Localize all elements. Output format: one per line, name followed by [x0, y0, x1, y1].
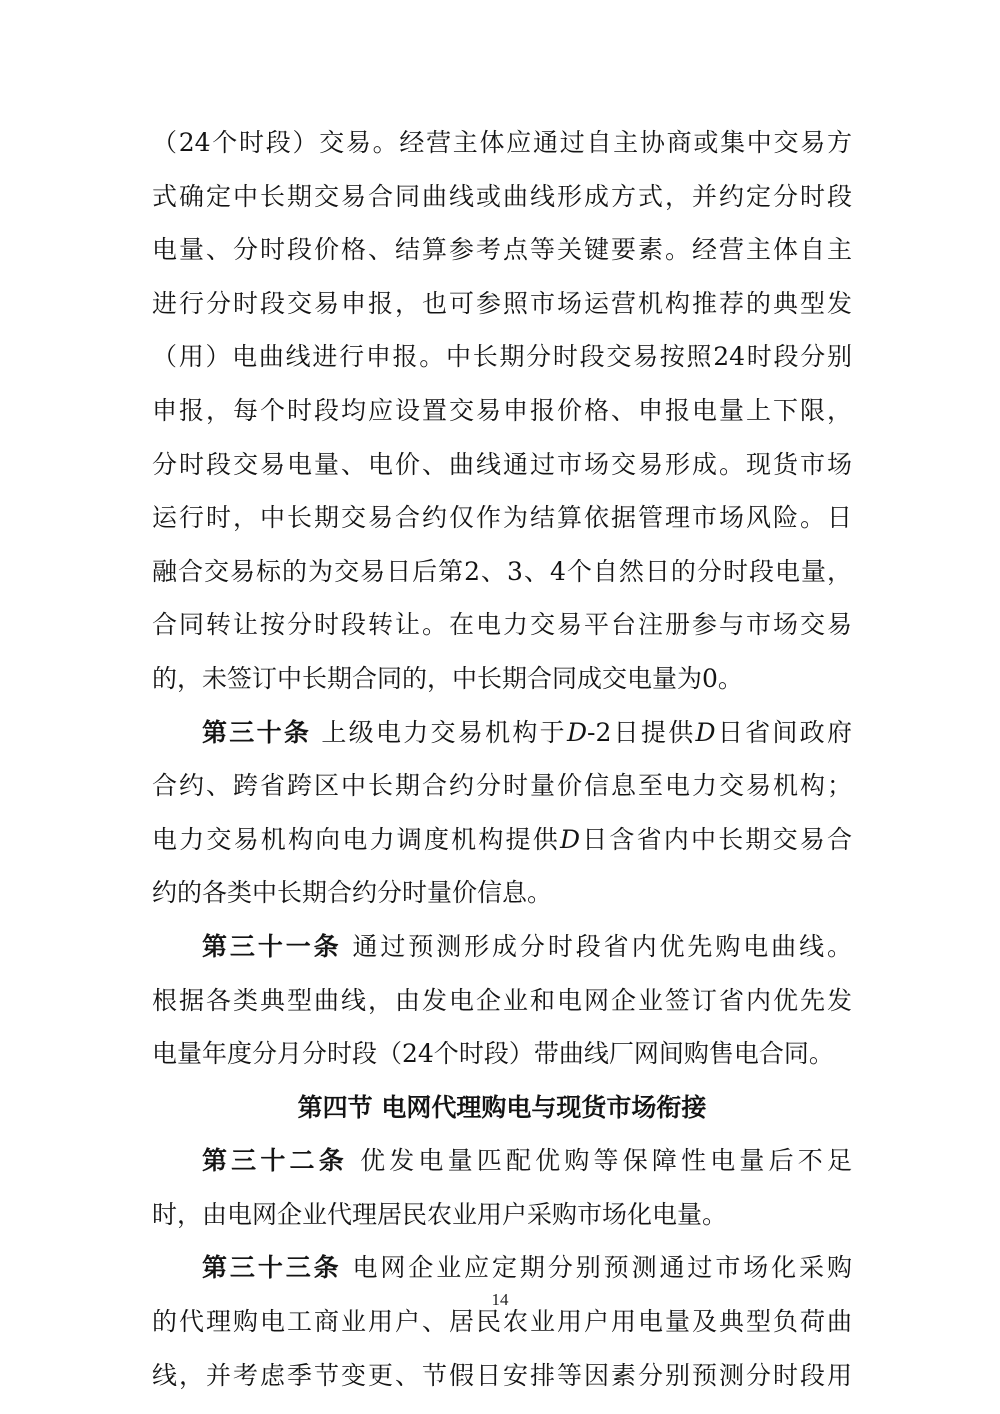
article-30-line-4: 约的各类中长期合约分时量价信息。: [152, 878, 553, 908]
article-text: 优发电量匹配优购等保障性电量后不足: [360, 1146, 852, 1176]
article-33-line-1: [152, 1241, 852, 1295]
article-30-line-3: [152, 813, 852, 867]
article-number: 第三十三条: [202, 1253, 342, 1283]
article-33-line-3: 线，并考虑季节变更、节假日安排等因素分别预测分时段用: [152, 1360, 852, 1390]
article-text: -2日提供: [587, 717, 696, 747]
article-text: 电网企业应定期分别预测通过市场化采购: [352, 1253, 852, 1283]
article-text: D: [695, 717, 716, 747]
article-30-line-2: 合约、跨省跨区中长期合约分时量价信息至电力交易机构；: [152, 771, 852, 801]
paragraph-line: 进行分时段交易申报，也可参照市场运营机构推荐的典型发: [152, 288, 852, 318]
paragraph-line: 融合交易标的为交易日后第2、3、4个自然日的分时段电量，: [152, 556, 852, 586]
paragraph-line: 运行时，中长期交易合约仅作为结算依据管理市场风险。日: [152, 503, 852, 533]
paragraph-line: （24个时段）交易。经营主体应通过自主协商或集中交易方: [152, 128, 852, 157]
page-number: 14: [491, 1290, 509, 1309]
article-text: 电力交易机构向电力调度机构提供: [152, 824, 560, 854]
paragraph-line: 电量、分时段价格、结算参考点等关键要素。经营主体自主: [152, 235, 852, 265]
article-text: 日含省内中长期交易合: [580, 824, 852, 854]
paragraph-line: 申报，每个时段均应设置交易申报价格、申报电量上下限，: [152, 395, 852, 425]
article-32-line-2: 时，由电网企业代理居民农业用户采购市场化电量。: [152, 1199, 728, 1229]
paragraph-line: 合同转让按分时段转让。在电力交易平台注册参与市场交易: [152, 610, 852, 640]
section-heading: 第四节 电网代理购电与现货市场衔接: [297, 1092, 707, 1122]
article-31-line-3: 电量年度分月分时段（24个时段）带曲线厂网间购售电合同。: [152, 1039, 834, 1069]
article-number: 第三十二条: [202, 1146, 348, 1176]
article-number: 第三十一条: [202, 931, 342, 961]
article-30-line-1: [152, 706, 852, 760]
article-text: 通过预测形成分时段省内优先购电曲线。: [352, 931, 852, 961]
article-33-line-2: 的代理购电工商业用户、居民农业用户用电量及典型负荷曲: [152, 1307, 852, 1337]
article-31-line-1: [152, 920, 852, 974]
article-text: D: [566, 717, 587, 747]
paragraph-line: 分时段交易电量、电价、曲线通过市场交易形成。现货市场: [152, 449, 852, 479]
article-31-line-2: 根据各类典型曲线，由发电企业和电网企业签订省内优先发: [152, 985, 852, 1015]
article-text: 日省间政府: [715, 717, 852, 747]
paragraph-line: 式确定中长期交易合同曲线或曲线形成方式，并约定分时段: [152, 181, 852, 211]
document-body: [152, 116, 852, 1402]
article-32-line-1: [152, 1134, 852, 1188]
paragraph-line: 的，未签订中长期合同的，中长期合同成交电量为0。: [152, 663, 743, 693]
article-number: 第三十条: [202, 717, 312, 747]
paragraph-line: （用）电曲线进行申报。中长期分时段交易按照24时段分别: [152, 342, 852, 372]
article-text: 上级电力交易机构于: [321, 717, 567, 747]
article-text: D: [559, 824, 581, 854]
